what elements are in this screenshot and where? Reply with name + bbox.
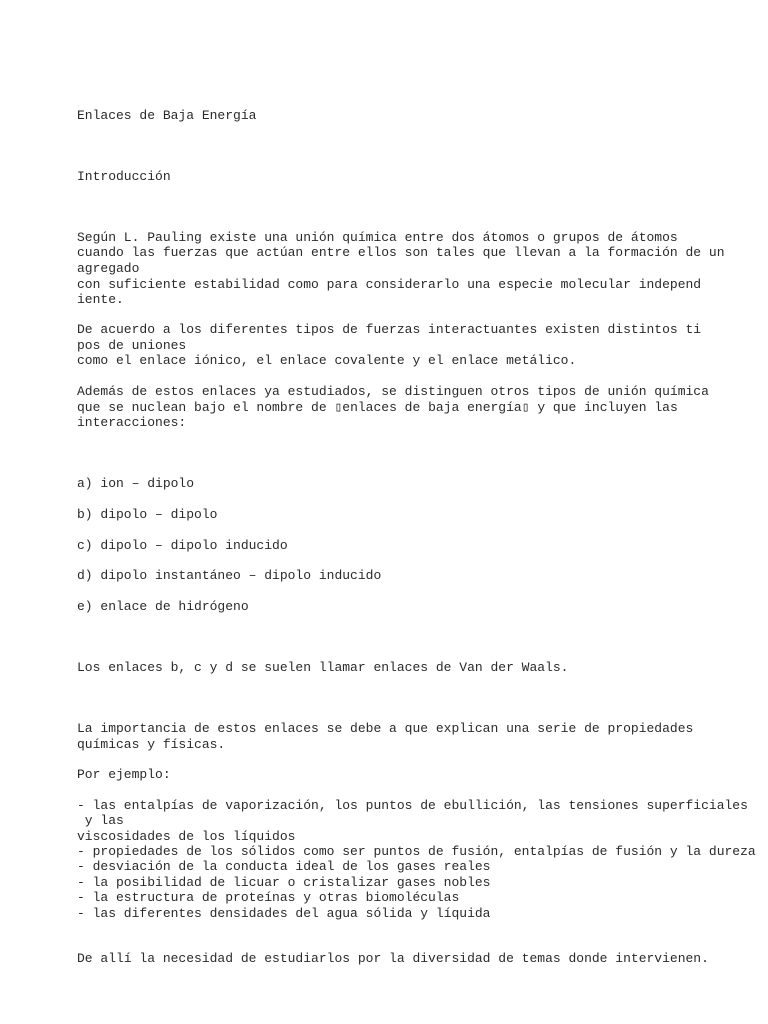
text-line: iente. xyxy=(77,292,124,307)
text-line: pos de uniones xyxy=(77,338,187,353)
text-line: Según L. Pauling existe una unión química entre dos átomos o grupos de átomos xyxy=(77,230,678,245)
list-item: viscosidades de los líquidos xyxy=(77,829,296,844)
list-item: - propiedades de los sólidos como ser puntos de fusión, entalpías de fusión y la dureza xyxy=(77,844,756,859)
text-line: cuando las fuerzas que actúan entre ellos son tales que llevan a la formación de un xyxy=(77,245,725,260)
list-item: y las xyxy=(77,813,124,828)
text-line: con suficiente estabilidad como para considerarlo una especie molecular independ xyxy=(77,277,702,292)
text-line: químicas y físicas. xyxy=(77,737,226,752)
list-item: e) enlace de hidrógeno xyxy=(77,599,249,614)
text-line: Además de estos enlaces ya estudiados, se distinguen otros tipos de unión química xyxy=(77,384,709,399)
example-lead: Por ejemplo: xyxy=(77,767,171,782)
text-line: agregado xyxy=(77,261,140,276)
list-item: c) dipolo – dipolo inducido xyxy=(77,538,288,553)
text-line: La importancia de estos enlaces se debe a que explican una serie de propiedades xyxy=(77,721,694,736)
list-item: - las entalpías de vaporización, los puntos de ebullición, las tensiones superficiales xyxy=(77,798,748,813)
list-item: - desviación de la conducta ideal de los gases reales xyxy=(77,859,491,874)
list-item: - la posibilidad de licuar o cristalizar gases nobles xyxy=(77,875,491,890)
closing-sentence: De allí la necesidad de estudiarlos por la diversidad de temas donde intervienen. xyxy=(77,951,709,966)
list-item: b) dipolo – dipolo xyxy=(77,507,218,522)
text-line: que se nuclean bajo el nombre de ▯enlaces de baja energía▯ y que incluyen las xyxy=(77,400,678,415)
list-item: - las diferentes densidades del agua sólida y líquida xyxy=(77,906,491,921)
section-heading: Introducción xyxy=(77,169,171,184)
list-item: d) dipolo instantáneo – dipolo inducido xyxy=(77,568,382,583)
text-line: interacciones: xyxy=(77,415,187,430)
list-item: - la estructura de proteínas y otras biomoléculas xyxy=(77,890,460,905)
list-item: a) ion – dipolo xyxy=(77,476,195,491)
text-line: como el enlace iónico, el enlace covalente y el enlace metálico. xyxy=(77,353,577,368)
document-title: Enlaces de Baja Energía xyxy=(77,108,257,123)
van-der-waals-note: Los enlaces b, c y d se suelen llamar enlaces de Van der Waals. xyxy=(77,660,569,675)
text-line: De acuerdo a los diferentes tipos de fuerzas interactuantes existen distintos ti xyxy=(77,322,702,337)
